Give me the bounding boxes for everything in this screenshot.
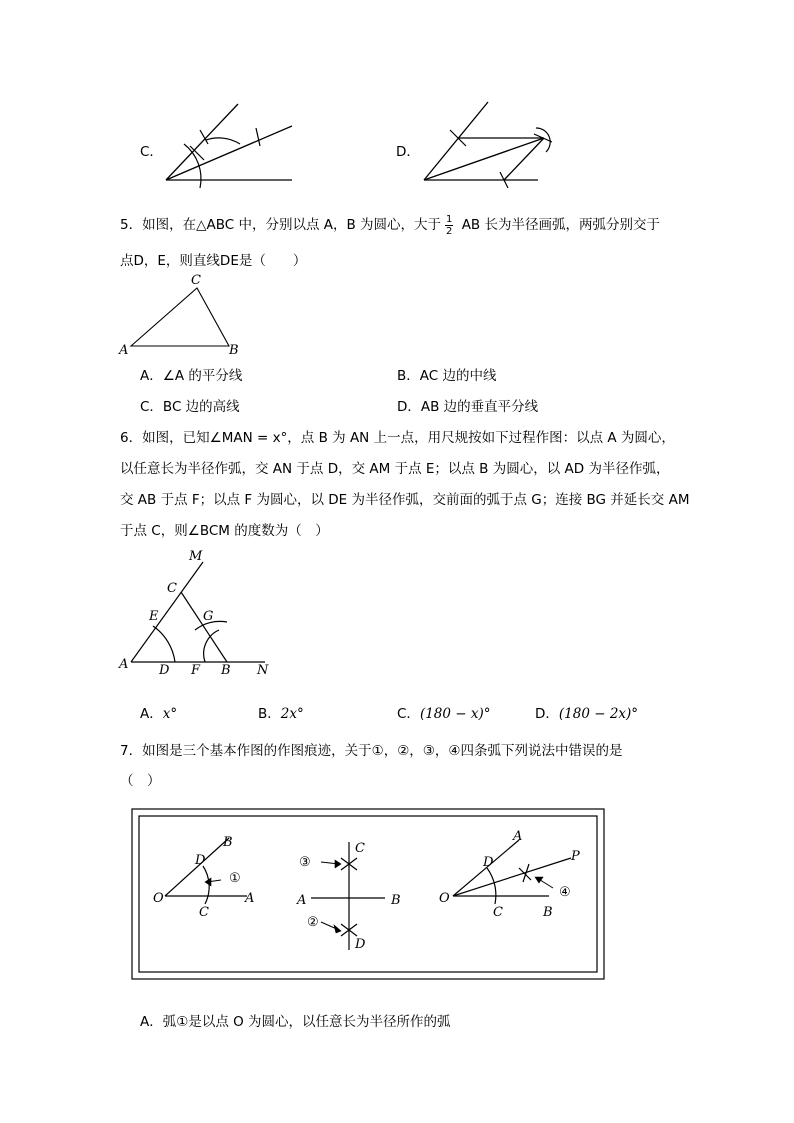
q4c-arc-top: [206, 138, 240, 144]
q7f3-ray-op: [453, 858, 571, 896]
q4c-upper-ray: [166, 126, 292, 180]
q5-option-a: A．∠A 的平分线: [140, 368, 243, 384]
q6-option-c: [397, 702, 491, 722]
q6-option-c-label: C．: [397, 706, 420, 722]
q7f2-arrow-2-head: [334, 925, 341, 933]
q7f2-mark-2: ②: [307, 915, 319, 930]
q7f2-label-b: B: [391, 893, 401, 908]
q6-construction-figure: [115, 548, 285, 678]
q7f2-mark-3: ③: [299, 855, 311, 870]
q6-label-c: C: [167, 581, 177, 596]
q5-label-a: A: [119, 343, 129, 358]
q6-option-d-value: (180 − 2x)°: [558, 706, 639, 722]
q5-stem-line-1: [120, 213, 660, 237]
q7-fig3: [439, 829, 580, 920]
q7f1-arc-1: [203, 866, 209, 904]
q7-frame-inner: [139, 816, 597, 972]
q6-option-b: [258, 702, 304, 722]
q7f1-mark-1: ①: [229, 871, 241, 886]
q7-figure-frame: [131, 808, 611, 982]
q7f1-label-b: B: [223, 835, 233, 850]
q7f2-label-c: C: [355, 841, 365, 856]
q7f3-arrow-head: [535, 877, 543, 883]
q4d-parallel-side: [504, 138, 544, 180]
q5-option-b: B．AC 边的中线: [397, 368, 497, 384]
q6-ray-am: [131, 562, 203, 662]
q6-option-a: [140, 702, 177, 722]
q6-option-a-value: x°: [162, 706, 178, 722]
q6-label-g: G: [203, 609, 214, 624]
q6-stem-line-2: 以任意长为半径作弧，交 AN 于点 D，交 AM 于点 E；以点 B 为圆心，以 AD 为半径作弧，: [120, 461, 670, 477]
q7f2-arrow-3-head: [335, 860, 341, 868]
q6-stem-line-3: 交 AB 于点 F；以点 F 为圆心，以 DE 为半径作弧，交前面的弧于点 G；连接 BG 并延长交 AM: [120, 492, 690, 508]
q5-fraction: [445, 214, 453, 237]
q7f1-label-c: C: [199, 905, 209, 920]
q7-stem-line-2: （ ）: [120, 773, 161, 789]
q5-label-b: B: [229, 343, 239, 358]
q7-option-a: A．弧①是以点 O 为圆心，以任意长为半径所作的弧: [140, 1014, 451, 1030]
q6-label-d: D: [159, 663, 170, 678]
q6-label-n: N: [257, 663, 269, 678]
q6-stem-line-1: 6．如图，已知∠MAN = x°，点 B 为 AN 上一点，用尺规按如下过程作图：以点 A 为圆心，: [120, 430, 675, 446]
q6-option-b-label: B．: [258, 706, 281, 722]
q7f3-label-d: D: [483, 855, 494, 870]
q6-option-a-label: A．: [140, 706, 163, 722]
q6-option-d-label: D．: [535, 706, 559, 722]
q5-option-c: C．BC 边的高线: [140, 399, 240, 415]
q7-fig1: [153, 835, 254, 920]
q7-fig2: [296, 841, 401, 952]
q4-option-c-label: C．: [140, 144, 163, 160]
q6-label-f: F: [191, 663, 201, 678]
q5-option-d: D．AB 边的垂直平分线: [397, 399, 539, 415]
q7f3-mark-4: ④: [559, 885, 571, 900]
q5-triangle: [131, 288, 229, 346]
q5-stem-text-a: 5．如图，在△ABC 中，分别以点 A，B 为圆心，大于: [120, 217, 442, 233]
q4-option-c-figure: [160, 100, 320, 190]
q7f1-label-o: O: [153, 891, 164, 906]
q7f2-label-a: A: [297, 893, 307, 908]
q7f3-arc-main: [487, 868, 496, 904]
q6-label-m: M: [189, 549, 203, 564]
q7f3-label-b: B: [543, 905, 553, 920]
q5-fraction-numerator: 1: [446, 213, 453, 225]
q4c-construction-line: [166, 104, 238, 180]
q7f3-label-o: O: [439, 891, 450, 906]
q7f2-label-d: D: [355, 937, 366, 952]
q6-arc-a: [153, 626, 175, 662]
q7-frame-outer: [132, 809, 604, 979]
q6-stem-line-4: 于点 C，则∠BCM 的度数为（ ）: [120, 523, 329, 539]
q7f1-label-a: A: [245, 891, 255, 906]
q6-option-d: [535, 702, 638, 722]
q7f3-label-c: C: [493, 905, 503, 920]
q5-label-c: C: [191, 273, 201, 288]
q5-triangle-figure: [115, 270, 255, 360]
q4-option-d-figure: [420, 100, 560, 190]
q5-stem-text-b: AB 长为半径画弧，两弧分别交于: [457, 217, 660, 233]
q6-label-b: B: [221, 663, 231, 678]
q6-option-c-value: (180 − x)°: [419, 706, 491, 722]
q6-label-a: A: [119, 657, 129, 672]
q7f3-label-p: P: [571, 849, 580, 864]
q7f3-label-a: A: [513, 829, 523, 844]
q4c-arc-small-3: [256, 128, 260, 146]
q6-label-e: E: [149, 609, 159, 624]
q5-fraction-denominator: 2: [446, 225, 453, 237]
q4-option-d-label: D．: [396, 144, 420, 160]
q5-stem-line-2: 点D，E，则直线DE是（ ）: [120, 253, 307, 269]
q7f1-label-d: D: [195, 853, 206, 868]
q6-option-b-value: 2x°: [280, 706, 304, 722]
q7-stem-line-1: 7．如图是三个基本作图的作图痕迹，关于①，②，③，④四条弧下列说法中错误的是: [120, 743, 623, 759]
